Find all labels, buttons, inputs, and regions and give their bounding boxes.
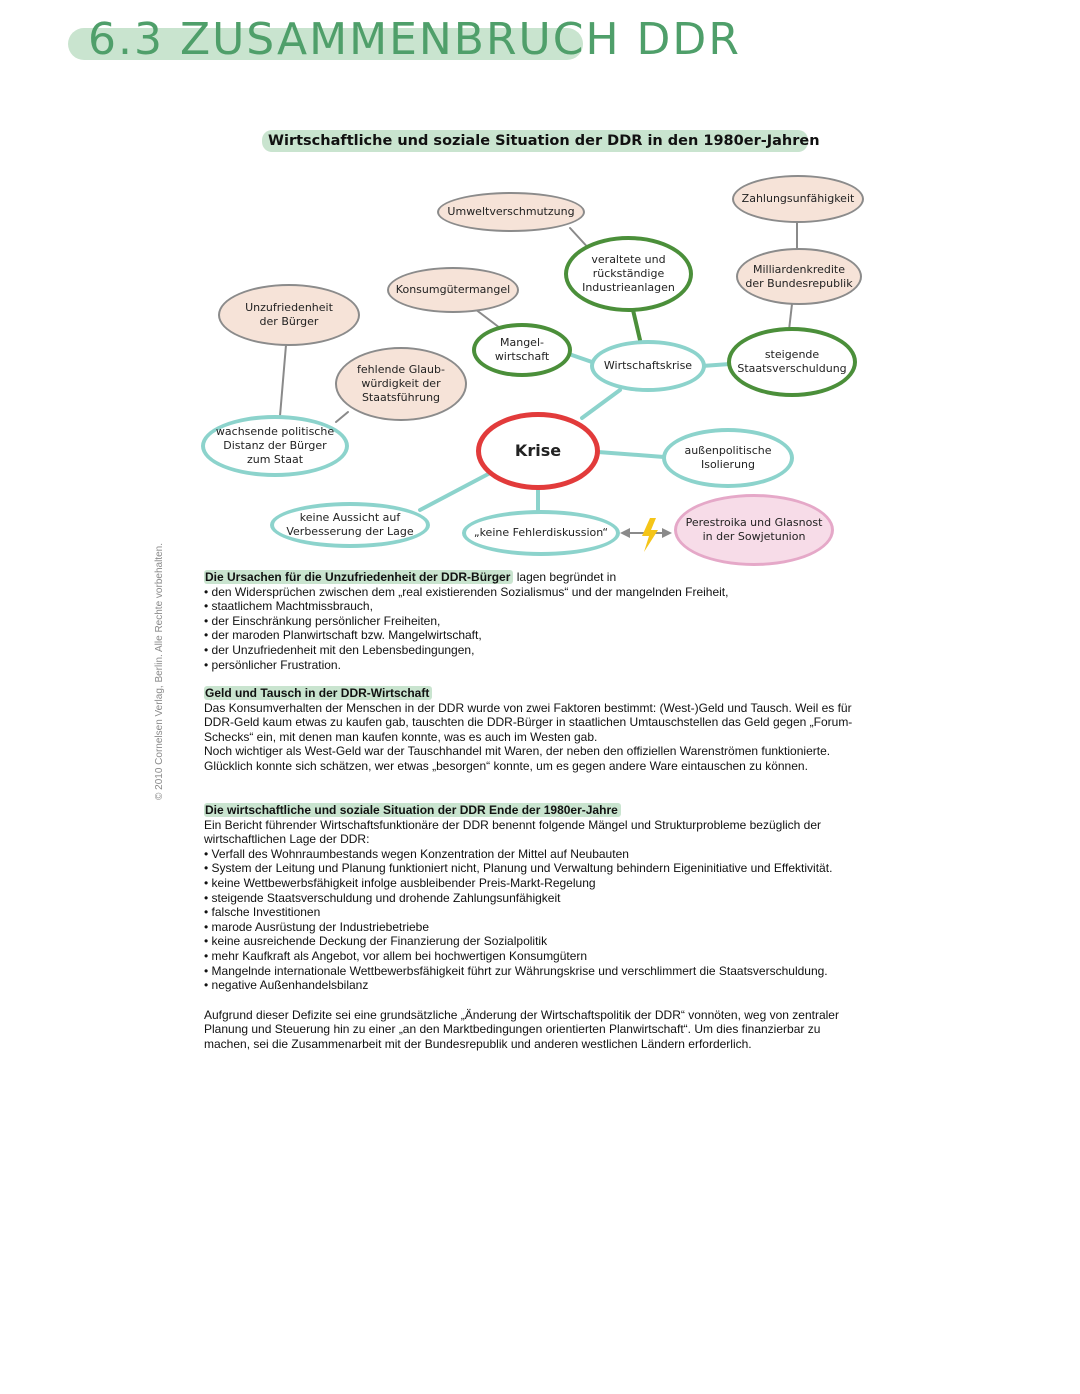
section-heading-situation: Die wirtschaftliche und soziale Situation der DDR Ende der 1980er-Jahre bbox=[204, 803, 621, 817]
list-item: • keine Wettbewerbsfähigkeit infolge ausbleibender Preis-Markt-Regelung bbox=[204, 876, 854, 891]
situation-intro: Ein Bericht führender Wirtschaftsfunktionäre der DDR benennt folgende Mängel und Strukturprobleme bezüglich der wirtschaftlichen Lage der DDR: bbox=[204, 817, 822, 847]
node-krise: Krise bbox=[476, 412, 600, 490]
connector-krise-aussicht bbox=[420, 472, 492, 510]
list-item: • Mangelnde internationale Wettbewerbsfähigkeit führt zur Währungskrise und verschlimmert die Staatsverschuldung. bbox=[204, 964, 854, 979]
geld-paragraph-1: Das Konsumverhalten der Menschen in der DDR wurde von zwei Faktoren bestimmt: (West-)Geld und Tausch. Weil es für DDR-Geld kaum etwas zu kaufen gab, tauschten die DDR-Bürger in staatlichen Umtauschstellen das Geld gegen „Forum-Schecks“ ein, mit denen man kaufen konnte, was es auch im Westen gab. bbox=[204, 700, 853, 744]
geld-paragraph-2: Noch wichtiger als West-Geld war der Tauschhandel mit Waren, der neben den offiziellen Warenströmen funktionierte. Glücklich konnte sich schätzen, wer etwas „besorgen“ konnte, um es gegen andere Ware eintauschen zu können. bbox=[204, 744, 831, 773]
node-staatsverschuldung: steigende Staatsverschuldung bbox=[727, 327, 857, 397]
arrow-fehlerdiskussion-perestroika bbox=[620, 518, 672, 552]
node-konsumguetermangel: Konsumgütermangel bbox=[387, 267, 519, 313]
list-item: • marode Ausrüstung der Industriebetriebe bbox=[204, 920, 854, 935]
connector-glaubwuerdigkeit-distanz bbox=[336, 412, 348, 422]
node-milliardenkredite: Milliardenkredite der Bundesrepublik bbox=[736, 248, 862, 305]
node-wirtschaftskrise: Wirtschaftskrise bbox=[590, 340, 706, 392]
page-title: 6.3 ZUSAMMENBRUCH DDR bbox=[88, 14, 741, 65]
connector-krise-isolierung bbox=[598, 452, 664, 457]
section-heading-geld-tausch: Geld und Tausch in der DDR-Wirtschaft bbox=[204, 686, 432, 700]
node-keine-fehlerdiskussion: „keine Fehlerdiskussion“ bbox=[462, 510, 620, 556]
lightning-icon bbox=[642, 518, 658, 552]
node-perestroika-glasnost: Perestroika und Glasnost in der Sowjetunion bbox=[674, 494, 834, 566]
list-item: • der Unzufriedenheit mit den Lebensbedingungen, bbox=[204, 643, 854, 658]
node-mangelwirtschaft: Mangel- wirtschaft bbox=[472, 323, 572, 377]
ursachen-list bbox=[204, 585, 854, 673]
section-geld-tausch bbox=[204, 686, 854, 774]
list-item: • der maroden Planwirtschaft bzw. Mangelwirtschaft, bbox=[204, 628, 854, 643]
mind-map-heading: Wirtschaftliche und soziale Situation der DDR in den 1980er-Jahren bbox=[268, 133, 820, 149]
list-item: • keine ausreichende Deckung der Finanzierung der Sozialpolitik bbox=[204, 934, 854, 949]
connector-wirtschaftskrise-staatsverschuldung bbox=[702, 364, 730, 366]
section-situation bbox=[204, 803, 854, 1052]
node-umweltverschmutzung: Umweltverschmutzung bbox=[437, 192, 585, 232]
section-ursachen bbox=[204, 570, 854, 672]
copyright-notice: © 2010 Cornelsen Verlag, Berlin. Alle Rechte vorbehalten. bbox=[154, 543, 165, 800]
list-item: • falsche Investitionen bbox=[204, 905, 854, 920]
list-item: • den Widersprüchen zwischen dem „real existierenden Sozialismus“ und der mangelnden Freiheit, bbox=[204, 585, 854, 600]
connector-veraltete-wirtschaftskrise bbox=[633, 310, 640, 340]
list-item: • der Einschränkung persönlicher Freiheiten, bbox=[204, 614, 854, 629]
section-heading-ursachen: Die Ursachen für die Unzufriedenheit der DDR-Bürger bbox=[204, 570, 513, 584]
ursachen-lead-paragraph bbox=[204, 570, 854, 585]
list-item: • steigende Staatsverschuldung und drohende Zahlungsunfähigkeit bbox=[204, 891, 854, 906]
node-unzufriedenheit: Unzufriedenheit der Bürger bbox=[218, 284, 360, 346]
connector-konsum-mangel bbox=[475, 309, 500, 328]
mind-map bbox=[0, 0, 1080, 570]
list-item: • mehr Kaufkraft als Angebot, vor allem bei hochwertigen Konsumgütern bbox=[204, 949, 854, 964]
node-zahlungsunfaehigkeit: Zahlungsunfähigkeit bbox=[732, 175, 864, 223]
ursachen-lead: lagen begründet in bbox=[513, 570, 617, 584]
node-aussenpolitische-isolierung: außenpolitische Isolierung bbox=[662, 428, 794, 488]
node-keine-aussicht: keine Aussicht auf Verbesserung der Lage bbox=[270, 502, 430, 548]
connector-krise-wirtschaftskrise bbox=[582, 390, 620, 418]
list-item: • Verfall des Wohnraumbestands wegen Konzentration der Mittel auf Neubauten bbox=[204, 847, 854, 862]
situation-conclusion: Aufgrund dieser Defizite sei eine grundsätzliche „Änderung der Wirtschaftspolitik der DDR“ vonnöten, weg von zentraler Planung und Steuerung hin zu einer „an den Marktbedingungen orientierten Planwirtschaft“. Um dies finanzierbar zu machen, sei die Zusammenarbeit mit der Bundesrepublik und anderen westlichen Ländern erforderlich. bbox=[204, 1007, 839, 1051]
node-glaubwuerdigkeit: fehlende Glaub- würdigkeit der Staatsführung bbox=[335, 347, 467, 421]
node-politische-distanz: wachsende politische Distanz der Bürger zum Staat bbox=[201, 415, 349, 477]
node-veraltete-industrieanlagen: veraltete und rückständige Industrieanlagen bbox=[564, 236, 693, 312]
list-item: • persönlicher Frustration. bbox=[204, 658, 854, 673]
list-item: • negative Außenhandelsbilanz bbox=[204, 978, 854, 993]
list-item: • staatlichem Machtmissbrauch, bbox=[204, 599, 854, 614]
connector-unzufriedenheit-distanz bbox=[280, 345, 286, 416]
list-item: • System der Leitung und Planung funktioniert nicht, Planung und Verwaltung behindern Eigeninitiative und Effektivität. bbox=[204, 861, 854, 876]
situation-list bbox=[204, 847, 854, 993]
